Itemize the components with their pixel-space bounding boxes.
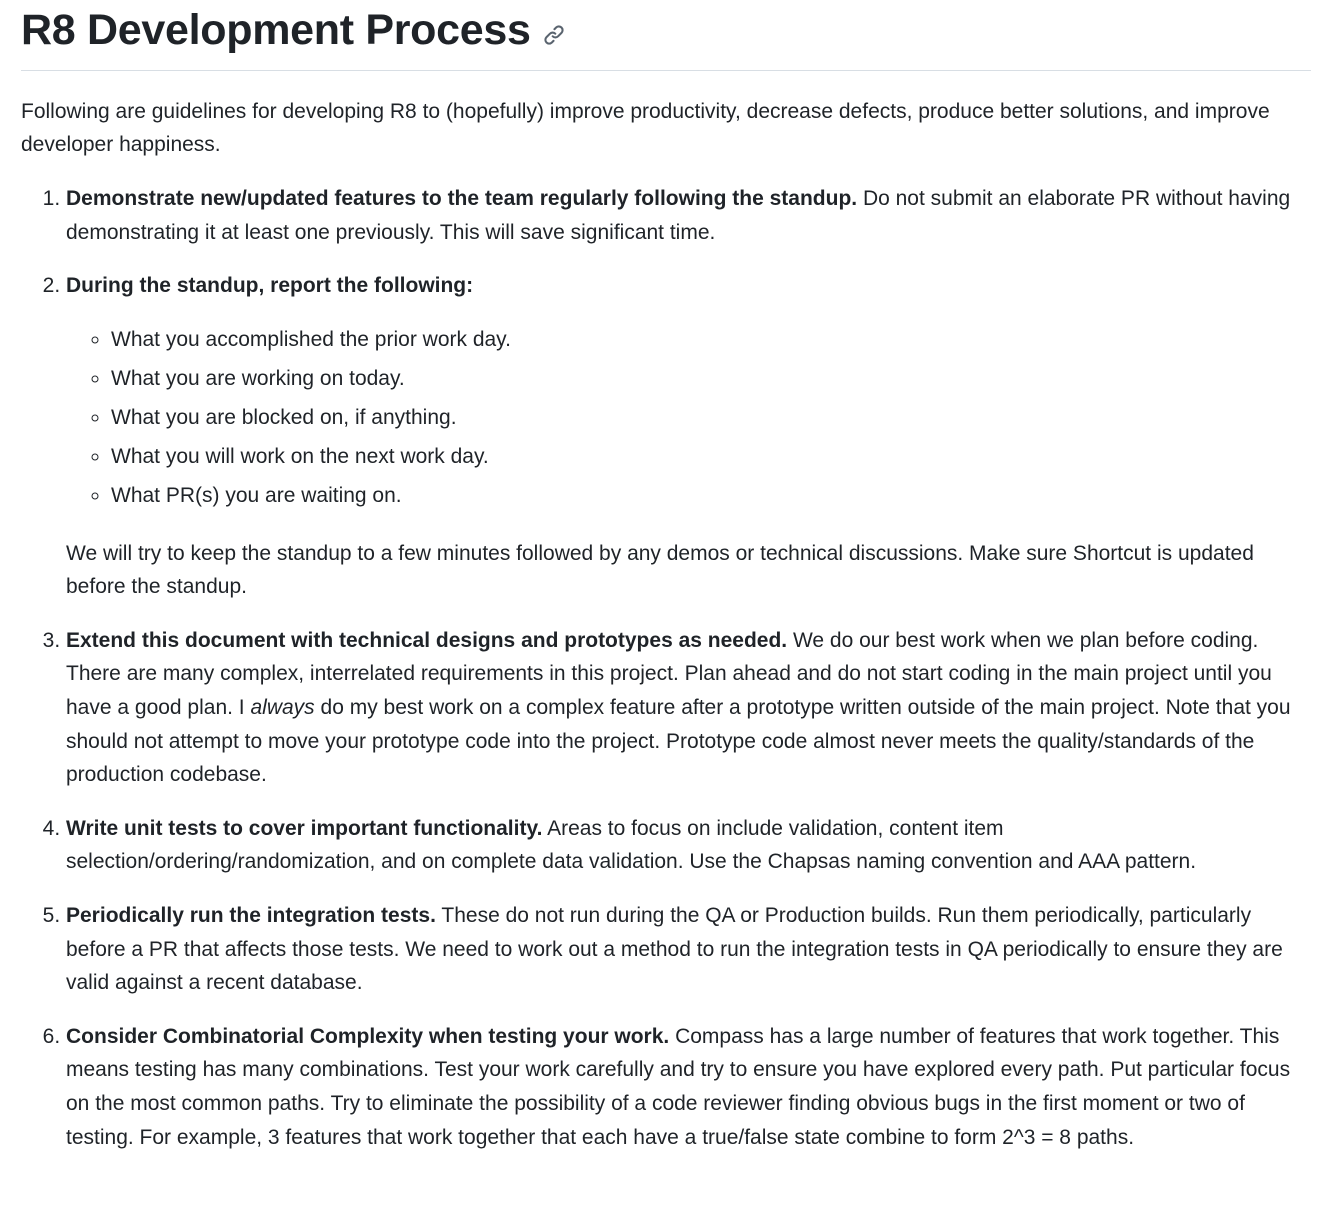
sub-list-item: ◦ What you are working on today. bbox=[111, 362, 1311, 396]
standup-report-list bbox=[66, 323, 1311, 513]
sub-list-item: ◦ What you will work on the next work day. bbox=[111, 440, 1311, 474]
list-item bbox=[66, 269, 1311, 604]
item-text: We do our best work when we plan before coding. There are many complex, interrelated requirements in this project. Plan ahead and do not start coding in the main project until you have a good plan. I bbox=[66, 628, 1272, 720]
item-text: do my best work on a complex feature after a prototype written outside of the main project. Note that you should not attempt to move your prototype code into the project. Prototype code almost never meets the quality/standards of the production codebase. bbox=[66, 696, 1291, 787]
item-text: Compass has a large number of features that work together. This means testing has many combinations. Test your work carefully and try to ensure you have explored every path. Put particular focus on the most common paths. Try to eliminate the possibility of a code reviewer finding obvious bugs in the first moment or two of testing. For example, 3 features that work together that each have a true/false state combine to form 2^3 = 8 paths. bbox=[66, 1024, 1291, 1149]
item-text: These do not run during the QA or Production builds. Run them periodically, particularly before a PR that affects those tests. We need to work out a method to run the integration tests in QA periodically to ensure they are valid against a recent database. bbox=[66, 904, 1283, 995]
sub-list-item: ◦ What you accomplished the prior work day. bbox=[111, 323, 1311, 357]
list-item bbox=[66, 1020, 1311, 1154]
item-heading: Extend this document with technical designs and prototypes as needed. bbox=[66, 628, 788, 652]
guidelines-list bbox=[21, 182, 1311, 1154]
list-item bbox=[66, 812, 1311, 879]
item-text: Areas to focus on include validation, content item selection/ordering/randomization, and on complete data validation. Use the Chapsas naming convention and AAA pattern. bbox=[66, 816, 1197, 874]
list-item bbox=[66, 182, 1311, 249]
list-item bbox=[66, 624, 1311, 792]
standup-note: We will try to keep the standup to a few minutes followed by any demos or technical discussions. Make sure Shortcut is updated before the standup. bbox=[66, 541, 1254, 599]
item-heading: Demonstrate new/updated features to the team regularly following the standup. bbox=[66, 186, 858, 210]
item-heading: Periodically run the integration tests. bbox=[66, 904, 436, 928]
item-heading: Consider Combinatorial Complexity when testing your work. bbox=[66, 1024, 670, 1048]
sub-list-item: ◦ What you are blocked on, if anything. bbox=[111, 401, 1311, 435]
page-title: R8 Development Process bbox=[21, 6, 531, 54]
item-emphasis: always bbox=[250, 696, 315, 720]
heading-row bbox=[21, 0, 1311, 71]
sub-list-item: ◦ What PR(s) you are waiting on. bbox=[111, 479, 1311, 513]
item-text: Do not submit an elaborate PR without having demonstrating it at least one previously. This will save significant time. bbox=[66, 186, 1291, 244]
link-icon[interactable] bbox=[543, 24, 565, 46]
item-heading: During the standup, report the following: bbox=[66, 274, 474, 298]
item-heading: Write unit tests to cover important functionality. bbox=[66, 816, 543, 840]
intro-paragraph: Following are guidelines for developing R8 to (hopefully) improve productivity, decrease defects, produce better solutions, and improve developer happiness. bbox=[21, 99, 1270, 157]
list-item bbox=[66, 899, 1311, 1000]
